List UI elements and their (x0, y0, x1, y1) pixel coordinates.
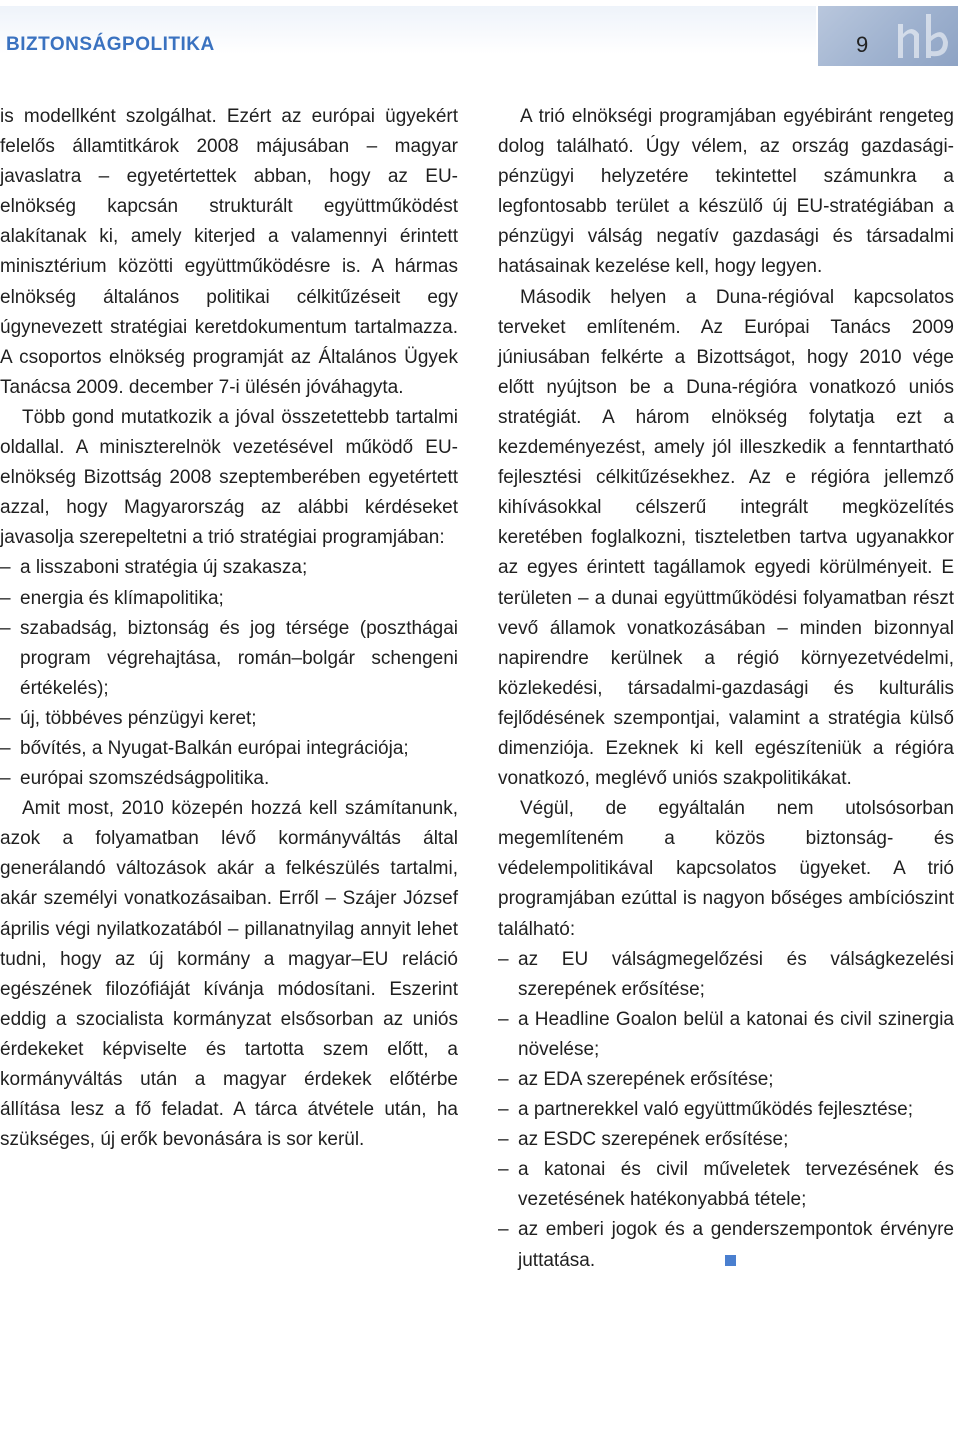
left-column (0, 102, 458, 1155)
list-item: – a katonai és civil műveletek tervezésének és vezetésének hatékonyabbá tétele; (498, 1159, 954, 1211)
list-item: – az EU válságmegelőzési és válságkezelési szerepének erősítése; (498, 948, 954, 1000)
list-item: – az emberi jogok és a genderszempontok érvényre juttatása. (498, 1219, 954, 1271)
list-item: – a lisszaboni stratégia új szakasza; (0, 557, 308, 579)
list-item: – európai szomszédságpolitika. (0, 768, 270, 790)
list-item: – új, többéves pénzügyi keret; (0, 707, 257, 729)
left-paragraph-3: Amit most, 2010 közepén hozzá kell számítanunk, azok a folyamatban lévő kormányváltás által generálandó változások akár a felkészülés tartalmi, akár személyi vonatkozásaiban. Erről – Szájer József április végi nyilatkozatából – pillanatnyilag annyit lehet tudni, hogy az új kormány a magyar–EU reláció egészének filozófiáját kívánja módosítani. Eszerint eddig a szocialista kormányzat elsősorban az uniós érdekeket képviselte és tartotta szem előtt, a kormányváltás után a magyar érdekek előtérbe állítása lesz a fő feladat. A tárca átvétele után, ha szükséges, új erők bevonására is sor kerül. (0, 798, 458, 1151)
list-item: – az EDA szerepének erősítése; (498, 1069, 774, 1090)
list-item: – bővítés, a Nyugat-Balkán európai integrációja; (0, 737, 409, 759)
page-number: 9 (856, 32, 869, 57)
list-item: – energia és klímapolitika; (0, 587, 224, 609)
list-item: – az ESDC szerepének erősítése; (498, 1129, 789, 1151)
right-paragraph-1: A trió elnökségi programjában egyébiránt rengeteg dolog található. Úgy vélem, az ország gazdasági-pénzügyi helyzetére tekintettel számunkra a legfontosabb terület a készülő új EU-stratégiában a pénzügyi válság negatív gazdasági és társadalmi hatásainak kezelése kell, hogy legyen. (498, 106, 954, 278)
list-item: – a partnerekkel való együttműködés fejlesztése; (498, 1099, 913, 1121)
right-paragraph-2: Második helyen a Duna-régióval kapcsolatos terveket említeném. Az Európai Tanács 2009 júniusában felkérte a Bizottságot, hogy 2010 vége előtt nyújtson be a Duna-régióra vonatkozó uniós stratégiát. A három elnökség folytatja ezt a kezdeményezést, amely jól illeszkedik a fenntartható fejlesztési célkitűzésekhez. Az e régióra jellemző kihívásokkal célszerű integrált megközelítés keretében foglalkozni, tiszteletben tartva ugyanakkor az egyes érintett tagállamok egyedi körülményeit. E területen – a dunai együttműködési folyamatban részt vevő államok vonatkozásában – minden bizonnyal napirendre kerülnek a régió környezetvédelmi, közlekedési, társadalmi-gazdasági és kulturális fejlődésének szempontjai, valamint a stratégia külső dimenziója. Ezeknek ki kell egészíteniük a régióra vonatkozó, meglévő uniós szakpolitikákat. (498, 286, 954, 790)
list-item: – a Headline Goalon belül a katonai és civil szinergia növelése; (498, 1008, 954, 1060)
right-column (498, 102, 954, 1276)
section-title: BIZTONSÁGPOLITIKA (6, 34, 215, 55)
left-paragraph-2: Több gond mutatkozik a jóval összetettebb tartalmi oldallal. A miniszterelnök vezetésével működő EU-elnökség Bizottság 2008 szeptemberében egyetértett azzal, hogy Magyarország az alábbi kérdéseket javasolja szerepeltetni a trió stratégiai programjában: (0, 406, 458, 549)
blue-square-end-mark-icon (725, 1255, 736, 1266)
page-number-box (818, 6, 958, 66)
right-defense-list (498, 945, 954, 1276)
nb-magazine-logo-icon (890, 10, 954, 64)
left-paragraph-1: is modellként szolgálhat. Ezért az európai ügyekért felelős államtitkárok 2008 májusában – magyar javaslatra – egyetértettek abban, hogy az EU-elnökség kapcsán strukturált együttműködést alakítanak ki, amely kiterjed a valamennyi érintett minisztérium közötti együttműködésre is. A hármas elnökség általános politikai célkitűzéseit egy úgynevezett stratégiai keretdokumentum tartalmazza. A csoportos elnökség programját az Általános Ügyek Tanácsa 2009. december 7-i ülésén jóváhagyta. (0, 106, 458, 398)
list-item: – szabadság, biztonság és jog térsége (poszthágai program végrehajtása, román–bolgár schengeni értékelés); (0, 617, 458, 699)
right-paragraph-3: Végül, de egyáltalán nem utolsósorban megemlíteném a közös biztonság- és védelempolitikával kapcsolatos ügyeket. A trió programjában ezúttal is nagyon bőséges ambíciószint található: (498, 798, 954, 940)
left-topic-list (0, 553, 458, 794)
